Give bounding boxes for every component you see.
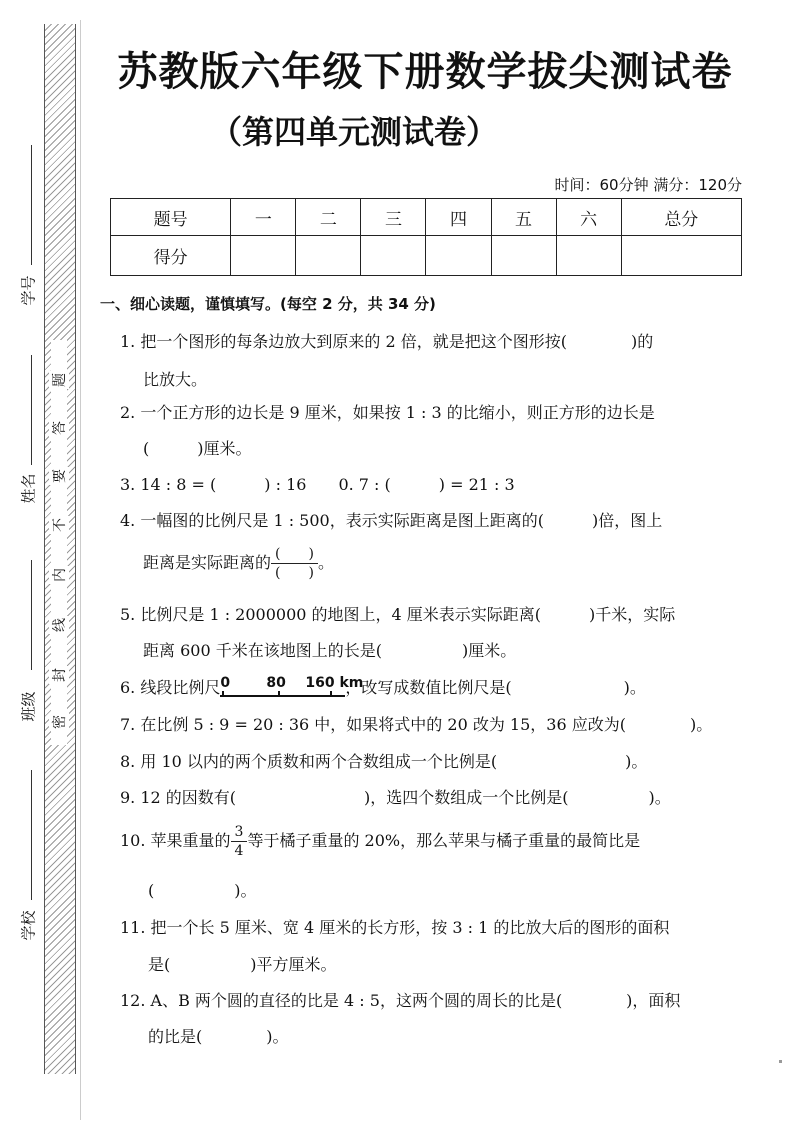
question-4-end: 。 xyxy=(317,553,334,572)
scale-tick xyxy=(278,691,280,697)
score-cell[interactable] xyxy=(361,236,426,276)
question-12: 12. A、B 两个圆的直径的比是 4 : 5，这两个圆的周长的比是( )，面积 xyxy=(120,991,681,1010)
page-subtitle: （第四单元测试卷） xyxy=(210,113,499,151)
xuehao-label: 学号 xyxy=(19,275,38,306)
question-10-cont: ( )。 xyxy=(148,881,257,900)
time-info: 时间：60分钟 满分：120分 xyxy=(554,176,742,194)
score-header-cell: 二 xyxy=(296,199,361,236)
question-5: 5. 比例尺是 1 : 2000000 的地图上，4 厘米表示实际距离( )千米，实际 xyxy=(120,605,676,624)
warning-char: 封 xyxy=(49,666,69,684)
question-11-cont: 是( )平方厘米。 xyxy=(148,955,337,974)
question-10-post: 等于橘子重量的 20%，那么苹果与橘子重量的最简比是 xyxy=(247,831,641,850)
question-5-cont: 距离 600 千米在该地图上的长是( )厘米。 xyxy=(143,641,517,660)
question-4-text: 距离是实际距离的 xyxy=(143,553,272,572)
banji-line xyxy=(31,560,32,670)
question-1: 1. 把一个图形的每条边放大到原来的 2 倍，就是把这个图形按( )的 xyxy=(120,332,654,351)
xingming-line xyxy=(31,355,32,465)
score-row-label: 得分 xyxy=(111,236,231,276)
question-9: 9. 12 的因数有( )，选四个数组成一个比例是( )。 xyxy=(120,788,671,807)
question-2: 2. 一个正方形的边长是 9 厘米，如果按 1 : 3 的比缩小，则正方形的边长是 xyxy=(120,403,655,422)
question-4: 4. 一幅图的比例尺是 1 : 500，表示实际距离是图上距离的( )倍，图上 xyxy=(120,511,663,530)
question-1-cont: 比放大。 xyxy=(143,370,208,389)
xuexiao-line xyxy=(31,770,32,900)
score-cell[interactable] xyxy=(296,236,361,276)
line-segment-scale xyxy=(220,674,364,699)
question-2-cont: ( )厘米。 xyxy=(143,439,252,458)
score-header-cell: 四 xyxy=(426,199,491,236)
scale-tick xyxy=(222,691,224,697)
score-header-cell: 一 xyxy=(231,199,296,236)
xingming-label: 姓名 xyxy=(19,473,38,504)
scale-line xyxy=(220,695,345,697)
score-cell[interactable] xyxy=(621,236,741,276)
score-header-cell: 总分 xyxy=(621,199,741,236)
fraction-blank xyxy=(271,545,318,582)
score-header-cell: 三 xyxy=(361,199,426,236)
section-title: 一、细心读题，谨慎填写。(每空 2 分，共 34 分) xyxy=(100,295,436,313)
question-7: 7. 在比例 5 : 9 = 20 : 36 中，如果将式中的 20 改为 15，36 应改为( )。 xyxy=(120,715,713,734)
fraction-denominator: 4 xyxy=(234,843,244,859)
question-8: 8. 用 10 以内的两个质数和两个合数组成一个比例是( )。 xyxy=(120,752,648,771)
fold-line xyxy=(80,20,81,1120)
score-header-cell: 题号 xyxy=(111,199,231,236)
warning-char: 要 xyxy=(49,467,69,485)
binding-hatch-gap xyxy=(51,340,67,745)
warning-char: 题 xyxy=(49,371,69,389)
xuehao-line xyxy=(31,145,32,265)
question-11: 11. 把一个长 5 厘米、宽 4 厘米的长方形，按 3 : 1 的比放大后的图形的面积 xyxy=(120,918,670,937)
binding-margin xyxy=(0,0,90,1123)
score-table xyxy=(110,198,742,276)
score-header-cell: 五 xyxy=(491,199,556,236)
question-3: 3. 14 : 8 = ( ) : 16 0. 7 : ( ) = 21 : 3 xyxy=(120,475,515,494)
scale-label-80: 80 xyxy=(266,674,286,691)
page-title: 苏教版六年级下册数学拔尖测试卷 xyxy=(117,49,733,95)
scale-tick xyxy=(330,691,332,697)
score-row xyxy=(111,236,742,276)
score-cell[interactable] xyxy=(491,236,556,276)
score-header-cell: 六 xyxy=(556,199,621,236)
fraction-three-quarters xyxy=(231,823,248,860)
xuexiao-label: 学校 xyxy=(19,910,38,941)
banji-label: 班级 xyxy=(19,691,38,722)
question-10-pre: 10. 苹果重量的 xyxy=(120,831,231,850)
warning-char: 线 xyxy=(49,616,69,634)
score-cell[interactable] xyxy=(231,236,296,276)
scale-label-160: 160 km xyxy=(305,674,364,691)
score-header-row xyxy=(111,199,742,236)
score-cell[interactable] xyxy=(556,236,621,276)
corner-mark xyxy=(779,1060,782,1063)
question-6 xyxy=(120,675,646,699)
warning-char: 密 xyxy=(49,713,69,731)
score-cell[interactable] xyxy=(426,236,491,276)
fraction-denominator[interactable]: ( ) xyxy=(275,565,314,581)
question-6-pre: 6. 线段比例尺 xyxy=(120,678,221,697)
question-4-cont xyxy=(143,545,334,582)
question-6-post: ，改写成数值比例尺是( )。 xyxy=(345,678,646,697)
warning-char: 答 xyxy=(49,419,69,437)
warning-char: 不 xyxy=(49,516,69,534)
warning-char: 内 xyxy=(49,566,69,584)
fraction-numerator[interactable]: ( ) xyxy=(271,545,318,564)
scale-label-0: 0 xyxy=(220,674,231,691)
fraction-numerator: 3 xyxy=(231,823,248,842)
question-12-cont: 的比是( )。 xyxy=(148,1027,289,1046)
question-10 xyxy=(120,823,640,860)
